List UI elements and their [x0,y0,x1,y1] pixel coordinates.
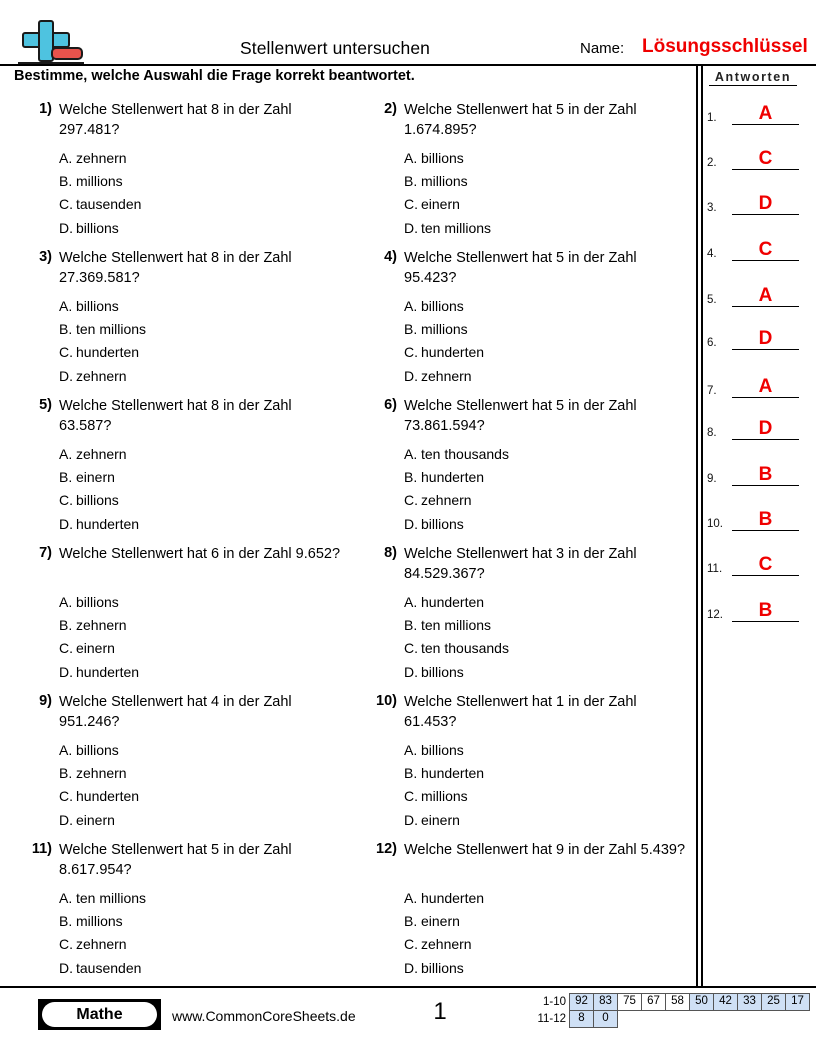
choice-letter: C. [404,492,418,509]
choice-letter: B. [59,617,73,634]
choice-letter: C. [59,936,73,953]
name-label: Name: [580,40,625,57]
sidebar-divider-line-1 [696,66,698,986]
choice-option[interactable] [404,365,686,388]
question-text: Welche Stellenwert hat 3 in der Zahl 84.529.367? [404,546,637,582]
choice-option[interactable] [59,365,341,388]
choice-list [59,591,341,684]
choice-text: millions [421,788,468,805]
score-row [532,994,810,1011]
choice-option[interactable] [404,933,686,956]
answer-number: 1. [707,112,717,124]
choice-option[interactable] [404,170,686,193]
score-row-label: 1-10 [542,996,566,1008]
question-number: 3) [39,249,52,265]
answer-number: 9. [707,473,717,485]
choice-letter: C. [59,788,73,805]
choice-text: zehnern [421,936,472,953]
choice-text: einern [76,811,115,828]
choice-option[interactable] [404,957,686,980]
question-number: 7) [39,545,52,561]
choice-text: einern [421,811,460,828]
choice-text: zehnern [76,367,127,384]
choice-text: billions [421,959,464,976]
choice-text: billions [421,663,464,680]
choice-letter: A. [404,446,418,462]
choice-letter: D. [404,959,418,976]
question-text: Welche Stellenwert hat 4 in der Zahl 951.246? [59,694,292,730]
choice-text: einern [76,469,115,486]
choice-letter: B. [404,913,418,930]
choice-list [404,887,686,980]
score-cell: 83 [593,993,618,1011]
choice-text: hunderten [421,469,485,486]
sidebar-divider-line-2 [701,66,703,986]
answer-number: 10. [707,518,723,530]
choice-letter: A. [59,446,73,462]
score-cell: 42 [713,993,738,1011]
choice-text: ten thousands [421,640,509,657]
name-value: Lösungsschlüssel [642,36,808,57]
answer-row [707,556,799,576]
choice-option[interactable] [404,318,686,341]
choice-letter: D. [59,515,73,532]
choice-letter: C. [404,196,418,213]
choice-text: zehnern [421,367,472,384]
choice-text: billions [76,742,119,758]
choice-text: hunderten [421,890,485,906]
choice-letter: D. [59,367,73,384]
choice-letter: D. [404,219,418,236]
choice-letter: B. [59,321,73,338]
choice-option[interactable] [59,341,341,364]
instructions-text: Bestimme, welche Auswahl die Frage korrekt beantwortet. [14,68,415,84]
choice-option[interactable] [59,637,341,660]
choice-text: millions [421,321,468,338]
choice-option[interactable] [59,957,341,980]
choice-text: millions [76,913,123,930]
choice-text: tausenden [76,959,142,976]
answer-value: D [758,328,773,349]
choice-list [59,147,341,240]
choice-letter: B. [404,469,418,486]
score-cell: 58 [665,993,690,1011]
answer-row [707,105,799,125]
choice-list [404,147,686,240]
choice-option[interactable] [59,489,341,512]
question-text: Welche Stellenwert hat 8 in der Zahl 27.369.581? [59,250,292,286]
answer-value: C [758,148,773,169]
choice-text: zehnern [76,617,127,634]
choice-list [59,739,341,832]
choice-letter: C. [59,344,73,361]
choice-text: millions [76,173,123,190]
answer-value: B [758,464,773,485]
answer-number: 11. [707,563,723,575]
choice-text: billions [421,298,464,314]
score-table [532,994,810,1028]
subject-badge [38,999,161,1030]
answer-value: D [758,418,773,439]
choice-text: ten millions [421,219,492,236]
choice-option[interactable] [404,443,686,466]
choice-letter: A. [404,594,418,610]
choice-option[interactable] [404,295,686,318]
question-text: Welche Stellenwert hat 6 in der Zahl 9.652? [59,546,341,562]
answer-value: A [758,376,773,397]
choice-option[interactable] [404,147,686,170]
score-cell: 75 [617,993,642,1011]
choice-option[interactable] [59,147,341,170]
choice-letter: C. [404,344,418,361]
choice-text: hunderten [421,765,485,782]
choice-option[interactable] [59,614,341,637]
choice-option[interactable] [59,739,341,762]
choice-text: ten millions [421,617,492,634]
choice-letter: A. [59,742,73,758]
score-cell: 33 [737,993,762,1011]
choice-option[interactable] [59,170,341,193]
choice-text: billions [421,150,464,166]
choice-option[interactable] [404,489,686,512]
question-number: 11) [31,841,52,857]
question-number: 9) [39,693,52,709]
score-cell: 17 [785,993,810,1011]
choice-letter: C. [404,788,418,805]
answer-value: D [758,193,773,214]
choice-option[interactable] [59,443,341,466]
choice-option[interactable] [59,933,341,956]
answer-value: B [758,509,773,530]
question-text: Welche Stellenwert hat 5 in der Zahl 95.423? [404,250,637,286]
choice-letter: B. [404,765,418,782]
choice-text: hunderten [76,663,140,680]
question-text: Welche Stellenwert hat 5 in der Zahl 8.617.954? [59,842,292,878]
choice-option[interactable] [404,193,686,216]
choice-letter: D. [59,959,73,976]
answer-row [707,150,799,170]
choice-option[interactable] [59,661,341,684]
choice-letter: B. [59,469,73,486]
question-number: 2) [384,101,397,117]
choice-letter: A. [404,742,418,758]
answer-number: 6. [707,337,717,349]
choice-letter: B. [59,765,73,782]
choice-letter: D. [59,219,73,236]
choice-text: ten millions [76,321,147,338]
choice-text: einern [76,640,115,657]
question-text: Welche Stellenwert hat 8 in der Zahl 63.587? [59,398,292,434]
choice-option[interactable] [404,513,686,536]
choice-letter: A. [59,890,73,906]
choice-option[interactable] [59,466,341,489]
choice-letter: C. [404,640,418,657]
choice-letter: A. [404,890,418,906]
choice-option[interactable] [404,739,686,762]
footer-divider [0,986,816,988]
choice-text: zehnern [76,765,127,782]
choice-text: billions [76,594,119,610]
answer-value: A [758,285,773,306]
choice-letter: D. [59,663,73,680]
question-number: 10) [376,693,397,709]
choice-option[interactable] [404,466,686,489]
choice-text: billions [76,298,119,314]
question-text: Welche Stellenwert hat 9 in der Zahl 5.439? [404,842,686,858]
choice-option[interactable] [404,217,686,240]
choice-text: billions [421,742,464,758]
choice-list [59,443,341,536]
answer-number: 8. [707,427,717,439]
question-text: Welche Stellenwert hat 5 in der Zahl 73.861.594? [404,398,637,434]
question-text: Welche Stellenwert hat 8 in der Zahl 297.481? [59,102,292,138]
score-cell: 50 [689,993,714,1011]
choice-letter: B. [59,173,73,190]
choice-letter: D. [404,367,418,384]
answer-row [707,466,799,486]
choice-letter: D. [404,811,418,828]
choice-option[interactable] [404,341,686,364]
page-number: 1 [433,998,447,1025]
choice-letter: B. [404,321,418,338]
choice-text: ten thousands [421,446,509,462]
choice-letter: C. [59,492,73,509]
choice-option[interactable] [404,910,686,933]
header-divider [0,64,816,66]
answer-row [707,330,799,350]
choice-text: zehnern [76,446,127,462]
choice-text: billions [76,219,119,236]
answer-row [707,420,799,440]
choice-text: hunderten [421,344,485,361]
choice-option[interactable] [404,591,686,614]
choice-letter: A. [404,150,418,166]
question-text: Welche Stellenwert hat 5 in der Zahl 1.674.895? [404,102,637,138]
answer-number: 2. [707,157,717,169]
choice-letter: B. [404,617,418,634]
answer-number: 12. [707,609,723,621]
page-title: Stellenwert untersuchen [239,38,431,58]
score-cell: 92 [569,993,594,1011]
choice-text: einern [421,196,460,213]
choice-letter: D. [404,663,418,680]
choice-text: ten millions [76,890,147,906]
answer-number: 7. [707,385,717,397]
answer-row [707,511,799,531]
choice-option[interactable] [59,591,341,614]
choice-option[interactable] [59,318,341,341]
plus-minus-math-icon [16,18,94,66]
score-cell: 8 [569,1010,594,1028]
choice-option[interactable] [59,762,341,785]
score-cell: 25 [761,993,786,1011]
question-number: 5) [39,397,52,413]
choice-option[interactable] [404,661,686,684]
minus-bar [51,47,83,60]
choice-text: zehnern [421,492,472,509]
answer-number: 4. [707,248,717,260]
answer-value: A [758,103,773,124]
score-cell: 67 [641,993,666,1011]
choice-letter: C. [59,640,73,657]
score-cell: 0 [593,1010,618,1028]
answer-number: 3. [707,202,717,214]
choice-text: hunderten [421,594,485,610]
choice-letter: C. [404,936,418,953]
choice-list [59,887,341,980]
choice-text: billions [421,515,464,532]
choice-text: einern [421,913,460,930]
choice-letter: D. [59,811,73,828]
choice-option[interactable] [59,910,341,933]
choice-letter: A. [59,594,73,610]
question-number: 8) [384,545,397,561]
answer-value: C [758,239,773,260]
choice-option[interactable] [59,295,341,318]
answer-row [707,241,799,261]
choice-letter: A. [59,298,73,314]
page-header [0,0,816,68]
choice-text: hunderten [76,344,140,361]
choice-option[interactable] [404,762,686,785]
choice-option[interactable] [59,809,341,832]
choice-option[interactable] [404,614,686,637]
choice-list [404,295,686,388]
choice-option[interactable] [404,887,686,910]
choice-list [404,739,686,832]
choice-text: hunderten [76,788,140,805]
choice-option[interactable] [59,193,341,216]
choice-letter: B. [59,913,73,930]
subject-badge-label: Mathe [76,1006,123,1023]
choice-option[interactable] [59,513,341,536]
choice-list [404,591,686,684]
choice-option[interactable] [59,887,341,910]
question-text: Welche Stellenwert hat 1 in der Zahl 61.453? [404,694,637,730]
choice-option[interactable] [59,785,341,808]
answer-value: C [758,554,773,575]
choice-letter: D. [404,515,418,532]
question-number: 4) [384,249,397,265]
answer-row [707,287,799,307]
question-number: 1) [39,101,52,117]
website-url: www.CommonCoreSheets.de [172,1008,356,1024]
answer-value: B [758,600,773,621]
choice-list [404,443,686,536]
choice-text: zehnern [76,936,127,953]
choice-text: billions [76,492,119,509]
answer-row [707,602,799,622]
answer-row [707,195,799,215]
score-row [532,1011,810,1028]
score-row-label: 11-12 [537,1013,566,1025]
plus-center-fill [41,35,52,46]
choice-letter: A. [404,298,418,314]
question-number: 6) [384,397,397,413]
answers-heading: Antworten [709,70,797,86]
choice-option[interactable] [404,809,686,832]
choice-list [59,295,341,388]
question-number: 12) [376,841,397,857]
choice-letter: A. [59,150,73,166]
answer-row [707,378,799,398]
choice-text: millions [421,173,468,190]
choice-option[interactable] [404,637,686,660]
choice-letter: B. [404,173,418,190]
answer-number: 5. [707,294,717,306]
choice-option[interactable] [59,217,341,240]
choice-text: tausenden [76,196,142,213]
choice-text: zehnern [76,150,127,166]
choice-letter: C. [59,196,73,213]
choice-text: hunderten [76,515,140,532]
choice-option[interactable] [404,785,686,808]
